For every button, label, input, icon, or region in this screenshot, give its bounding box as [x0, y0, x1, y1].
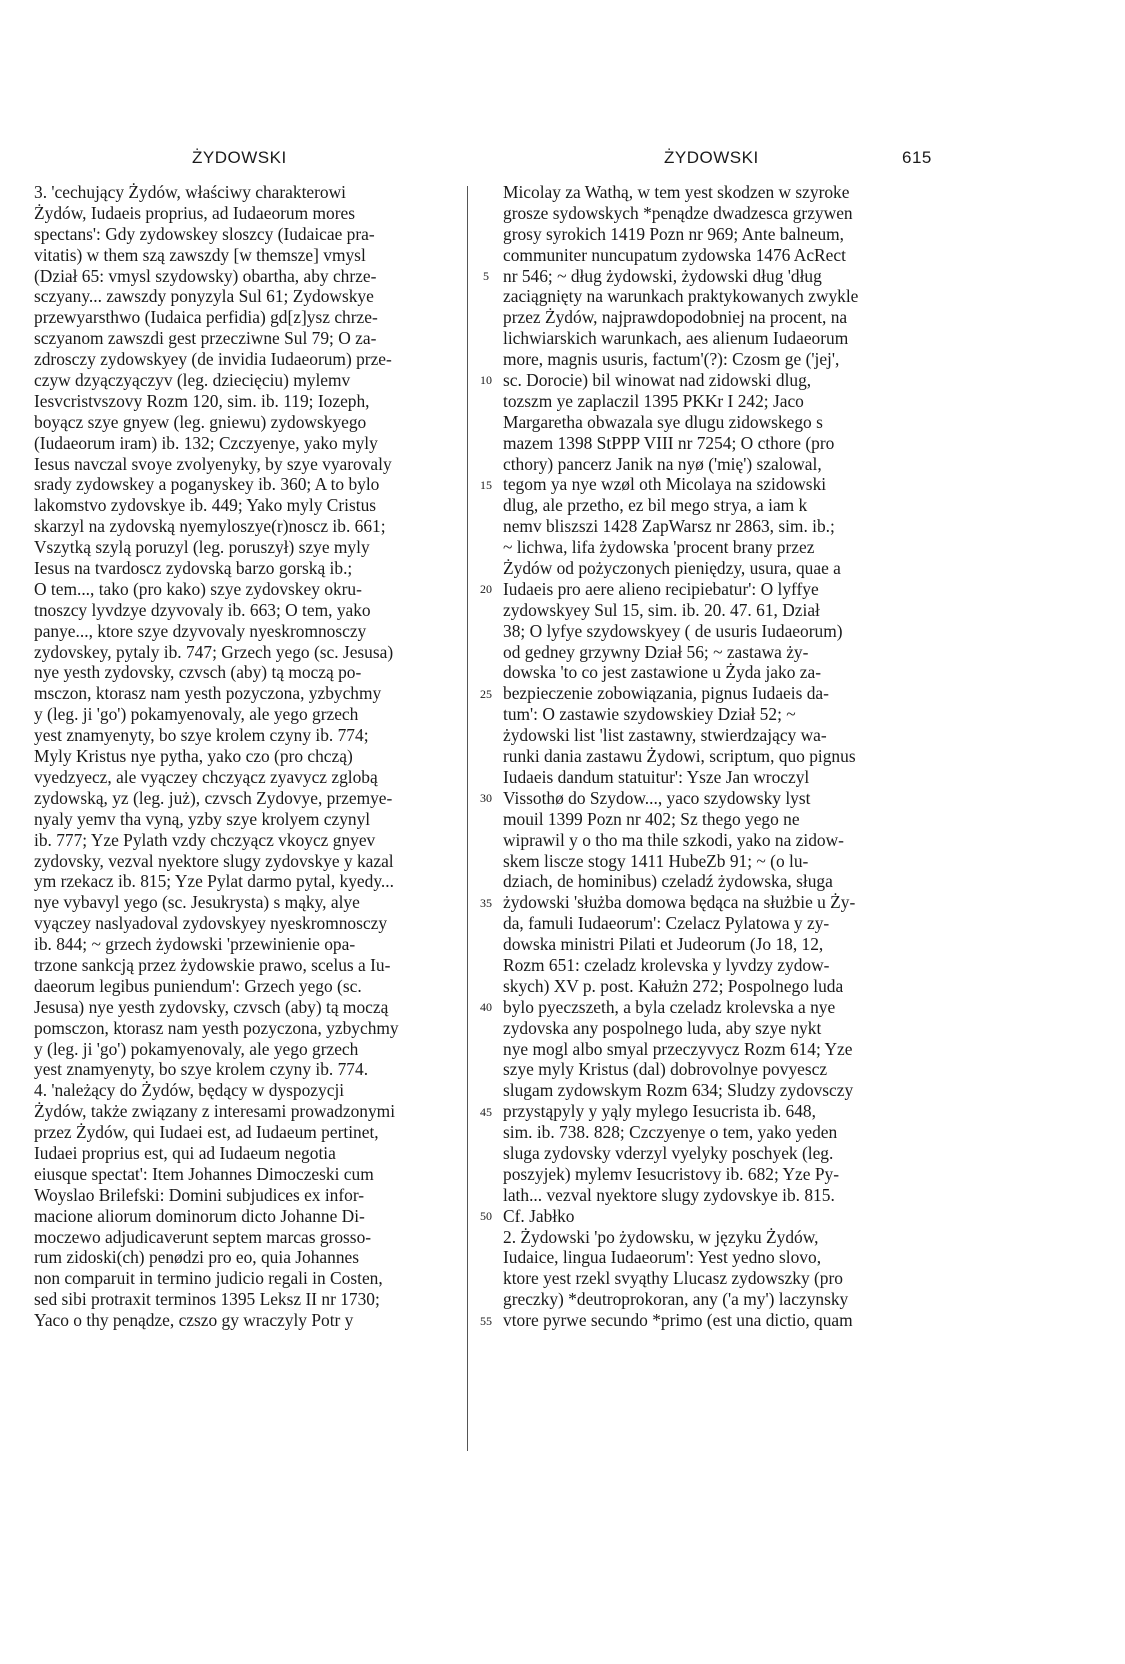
- line-number: 40: [480, 1000, 492, 1015]
- text-line: zydovsky, vezval nyektore slugy zydovskye y kazal: [34, 850, 394, 871]
- text-line: Myly Kristus nye pytha, yako czo (pro chczą): [34, 746, 353, 767]
- text-line: wiprawil y o tho ma thile szkodi, yako na zidow-: [503, 829, 844, 850]
- text-line: y (leg. ji 'go') pokamyenovaly, ale yego grzech: [34, 704, 359, 725]
- text-line: da, famuli Iudaeorum': Czelacz Pylatowa y zy-: [503, 913, 830, 934]
- line-number: 15: [480, 477, 492, 492]
- text-line: nye vybavyl yego (sc. Jesukrysta) s mąky, alye: [34, 892, 360, 913]
- text-line: macione aliorum dominorum dicto Johanne Di-: [34, 1205, 365, 1226]
- text-line: ib. 777; Yze Pylath vzdy chczyącz vkoycz gnyev: [34, 829, 376, 850]
- text-line: y (leg. ji 'go') pokamyenovaly, ale yego grzech: [34, 1038, 359, 1059]
- text-line: sluga zydovsky vderzyl vyelyky poschyek (leg.: [503, 1142, 834, 1163]
- text-line: spectans': Gdy zydowskey sloszcy (Iudaicae pra-: [34, 223, 375, 244]
- text-line: przez Żydów, najprawdopodobniej na procent, na: [503, 307, 848, 328]
- text-line: vitatis) w them szą zawszdy [w themsze] vmysl: [34, 244, 366, 265]
- text-line: Woyslao Brilefski: Domini subjudices ex infor-: [34, 1184, 365, 1205]
- text-line: szye myly Kristus (dal) dobrovolnye povyescz: [503, 1059, 828, 1080]
- column-rule: [467, 186, 468, 1451]
- right-column: [503, 182, 953, 1331]
- text-line: Vissothø do Szydow..., yaco szydowsky lyst: [503, 787, 811, 808]
- text-line: nyaly yemv tha vyną, yzby szye krolyem czynyl: [34, 808, 371, 829]
- text-line: żydowski 'służba domowa będąca na służbie u Ży-: [503, 892, 856, 913]
- text-line: moczewo adjudicaverunt septem marcas grosso-: [34, 1226, 372, 1247]
- text-line: vyączey naslyadoval zydovskyey nyeskromnosczy: [34, 913, 388, 934]
- line-number: 35: [480, 895, 492, 910]
- text-line: lath... vezval nyektore slugy zydovskye ib. 815.: [503, 1184, 835, 1205]
- text-line: bezpieczenie zobowiązania, pignus Iudaeis da-: [503, 683, 829, 704]
- text-line: zydowskyey Sul 15, sim. ib. 20. 47. 61, Dział: [503, 599, 820, 620]
- text-line: ib. 844; ~ grzech żydowski 'przewinienie opa-: [34, 934, 356, 955]
- text-line: Iesus na tvardoscz zydovską barzo gorską ib.;: [34, 558, 353, 579]
- text-line: Micolay za Wathą, w tem yest skodzen w szyroke: [503, 182, 850, 202]
- text-line: dowska 'to co jest zastawione u Żyda jako za-: [503, 662, 821, 683]
- text-line: eiusque spectat': Item Johannes Dimoczeski cum: [34, 1163, 374, 1184]
- text-line: tnoszcy lyvdzye dzyvovaly ib. 663; O tem, yako: [34, 599, 371, 620]
- text-line: sed sibi protraxit terminos 1395 Leksz II nr 1730;: [34, 1289, 380, 1310]
- text-line: bylo pyeczszeth, a byla czeladz krolevska a nye: [503, 996, 836, 1017]
- text-line: greczky) *deutroprokoran, any ('a my') laczynsky: [503, 1289, 849, 1310]
- running-header-left: ŻYDOWSKI: [192, 148, 287, 167]
- text-line: Iudaeis dandum statuitur': Ysze Jan wroczyl: [503, 766, 810, 787]
- text-line: ktore yest rzekl svyąthy Llucasz zydowszky (pro: [503, 1268, 843, 1289]
- left-column: [34, 182, 484, 1331]
- text-line: more, magnis usuris, factum'(?): Czosm ge ('jej',: [503, 349, 840, 370]
- text-line: Iudaei proprius est, qui ad Iudaeum negotia: [34, 1142, 336, 1163]
- text-line: rum zidoski(ch) penødzi pro eo, quia Johannes: [34, 1247, 360, 1268]
- text-line: Żydów, także związany z interesami prowadzonymi: [34, 1101, 396, 1122]
- text-line: tum': O zastawie szydowskiey Dział 52; ~: [503, 704, 796, 725]
- text-line: boyącz szye gnyew (leg. gniewu) zydowskyego: [34, 411, 367, 432]
- line-number: 25: [480, 686, 492, 701]
- text-line: mazem 1398 StPPP VIII nr 7254; O cthore (pro: [503, 432, 835, 453]
- text-line: cthory) pancerz Janik na nyø ('mię') szalowal,: [503, 453, 822, 474]
- text-line: zydovska any pospolnego luda, aby szye nykt: [503, 1017, 822, 1038]
- text-line: sc. Dorocie) bil winowat nad zidowski dlug,: [503, 370, 812, 391]
- text-line: grosy syrokich 1419 Pozn nr 969; Ante balneum,: [503, 223, 845, 244]
- text-line: dziach, de hominibus) czeladź żydowska, sługa: [503, 871, 833, 892]
- text-line: yest znamyenyty, bo szye krolem czyny ib. 774.: [34, 1059, 369, 1080]
- text-line: 2. Żydowski 'po żydowsku, w języku Żydów,: [503, 1226, 819, 1247]
- text-line: zydovskey, pytaly ib. 747; Grzech yego (sc. Jesusa): [34, 641, 394, 662]
- text-line: 3. 'cechujący Żydów, właściwy charakterowi: [34, 182, 347, 202]
- text-line: 38; O lyfye szydowskyey ( de usuris Iudaeorum): [503, 620, 843, 641]
- text-line: nye yesth zydovsky, czvsch (aby) tą moczą po-: [34, 662, 362, 683]
- text-line: przez Żydów, qui Iudaei est, ad Iudaeum pertinet,: [34, 1122, 379, 1143]
- text-line: srady zydowskey a poganyskey ib. 360; A to bylo: [34, 474, 380, 495]
- text-line: nye mogl albo smyal przeczyvycz Rozm 614; Yze: [503, 1038, 853, 1059]
- text-line: pomsczon, ktorasz nam yesth pozyczona, yzbychmy: [34, 1017, 399, 1038]
- text-line: non comparuit in termino judicio regali in Costen,: [34, 1268, 383, 1289]
- text-line: Cf. Jabłko: [503, 1205, 575, 1226]
- text-line: Żydów, Iudaeis proprius, ad Iudaeorum mores: [34, 202, 355, 223]
- text-line: ~ lichwa, lifa żydowska 'procent brany przez: [503, 537, 815, 558]
- text-line: Rozm 651: czeladz krolevska y lyvdzy zydow-: [503, 954, 830, 975]
- text-line: Iesvcristvszovy Rozm 120, sim. ib. 119; Iozeph,: [34, 390, 370, 411]
- text-line: nemv bliszszi 1428 ZapWarsz nr 2863, sim. ib.;: [503, 516, 835, 537]
- text-line: grosze sydowskych *penądze dwadzesca grzywen: [503, 202, 853, 223]
- text-line: runki dania zastawu Żydowi, scriptum, quo pignus: [503, 746, 856, 767]
- text-line: sczyany... zawszdy ponyzyla Sul 61; Zydowskye: [34, 286, 374, 307]
- text-line: Iesus navczal svoye zvolyenyky, by szye vyarovaly: [34, 453, 392, 474]
- text-line: lichwiarskich warunkach, aes alienum Iudaeorum: [503, 328, 849, 349]
- text-line: tegom ya nye wzøl oth Micolaya na szidowski: [503, 474, 827, 495]
- text-line: lakomstvo zydovskye ib. 449; Yako myly Cristus: [34, 495, 377, 516]
- text-line: mouil 1399 Pozn nr 402; Sz thego yego ne: [503, 808, 800, 829]
- text-line: vtore pyrwe secundo *primo (est una dictio, quam: [503, 1310, 853, 1331]
- text-line: communiter nuncupatum zydowska 1476 AcRect: [503, 244, 846, 265]
- text-line: Yaco o thy penądze, czszo gy wraczyly Potr y: [34, 1310, 354, 1331]
- text-line: 4. 'należący do Żydów, będący w dyspozycji: [34, 1080, 345, 1101]
- line-number: 10: [480, 373, 492, 388]
- text-line: panye..., ktore szye dzyvovaly nyeskromnosczy: [34, 620, 367, 641]
- text-line: slugam zydowskym Rozm 634; Sludzy zydovsczy: [503, 1080, 854, 1101]
- line-number: 45: [480, 1104, 492, 1119]
- text-line: przewyarsthwo (Iudaica perfidia) gd[z]ysz chrze-: [34, 307, 378, 328]
- text-line: skarzyl na zydovską nyemyloszye(r)noscz ib. 661;: [34, 516, 386, 537]
- text-line: Vszytką szylą poruzyl (leg. poruszył) szye myly: [34, 537, 370, 558]
- text-line: zdrosczy zydowskyey (de invidia Iudaeorum) prze-: [34, 349, 392, 370]
- text-line: Iudaice, lingua Iudaeorum': Yest yedno slovo,: [503, 1247, 822, 1268]
- text-line: przystąpyly y yąly mylego Iesucrista ib. 648,: [503, 1101, 816, 1122]
- text-line: żydowski list 'list zastawny, stwierdzający wa-: [503, 725, 827, 746]
- text-line: poszyjek) mylemv Iesucristovy ib. 682; Yze Py-: [503, 1163, 839, 1184]
- text-line: Jesusa) nye yesth zydovsky, czvsch (aby) tą moczą: [34, 996, 389, 1017]
- text-line: sim. ib. 738. 828; Czczyenye o tem, yako yeden: [503, 1122, 838, 1143]
- text-line: ym rzekacz ib. 815; Yze Pylat darmo pytal, kyedy...: [34, 871, 394, 892]
- text-line: trzone sankcją przez żydowskie prawo, scelus a Iu-: [34, 954, 391, 975]
- line-number: 55: [480, 1313, 492, 1328]
- text-line: skych) XV p. post. Kałużn 272; Pospolnego luda: [503, 975, 844, 996]
- line-number: 30: [480, 791, 492, 806]
- text-line: dlug, ale przetho, ez bil mego strya, a iam k: [503, 495, 808, 516]
- line-number: 50: [480, 1209, 492, 1224]
- text-line: yest znamyenyty, bo szye krolem czyny ib. 774;: [34, 725, 369, 746]
- text-line: Margaretha obwazala sye dlugu zidowskego s: [503, 411, 823, 432]
- text-line: vyedzyecz, ale vyączey chczyącz zyavycz zglobą: [34, 766, 378, 787]
- text-line: daeorum legibus puniendum': Grzech yego (sc.: [34, 975, 362, 996]
- text-line: (Iudaeorum iram) ib. 132; Czczyenye, yako myly: [34, 432, 378, 453]
- running-header-right: ŻYDOWSKI: [664, 148, 759, 167]
- text-line: O tem..., tako (pro kako) szye zydovskey okru-: [34, 578, 362, 599]
- text-line: msczon, ktorasz nam yesth pozyczona, yzbychmy: [34, 683, 382, 704]
- text-line: czyw dzyączyączyv (leg. dziecięciu) mylemv: [34, 370, 351, 391]
- text-line: Żydów od pożyczonych pieniędzy, usura, quae a: [503, 558, 841, 579]
- text-line: skem liscze stogy 1411 HubeZb 91; ~ (o lu-: [503, 850, 809, 871]
- text-line: Iudaeis pro aere alieno recipiebatur': O lyffye: [503, 578, 819, 599]
- text-line: sczyanom zawszdi gest przecziwne Sul 79; O za-: [34, 328, 377, 349]
- text-line: (Dział 65: vmysl szydowsky) obartha, aby chrze-: [34, 265, 377, 286]
- text-line: od gedney grzywny Dział 56; ~ zastawa ży-: [503, 641, 809, 662]
- text-line: tozszm ye zaplaczil 1395 PKKr I 242; Jaco: [503, 390, 804, 411]
- text-line: nr 546; ~ dług żydowski, żydowski dług 'dług: [503, 265, 822, 286]
- text-line: zydowską, yz (leg. już), czvsch Zydovye, przemye-: [34, 787, 393, 808]
- line-number: 5: [483, 268, 489, 283]
- line-number: 20: [480, 582, 492, 597]
- text-line: zaciągnięty na warunkach praktykowanych zwykle: [503, 286, 859, 307]
- text-line: dowska ministri Pilati et Judeorum (Jo 18, 12,: [503, 934, 824, 955]
- page-number: 615: [902, 148, 932, 167]
